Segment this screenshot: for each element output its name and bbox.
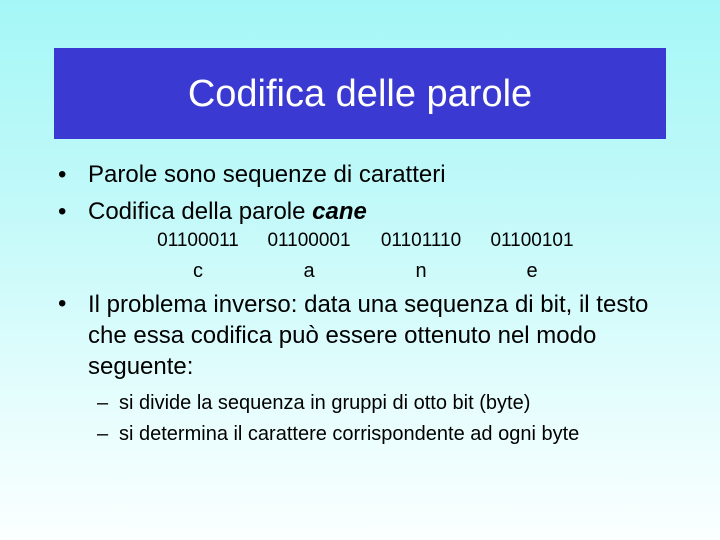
emphasized-word: cane [312,198,367,225]
subbullet-text: si determina il carattere corrispondente ad ogni byte [119,423,580,445]
encoding-column [143,230,253,283]
encoding-table [0,230,720,290]
bullet-text: Il problema inverso: data una sequenza di bit, il testo che essa codifica può essere ottenuto nel modo seguente: [88,291,649,380]
bit-string: 01100001 [267,230,351,251]
character: c [193,260,203,282]
bullet-text [88,197,668,227]
subbullet-item-1 [97,390,657,417]
encoding-column [477,230,587,283]
title-banner [54,48,666,139]
subbullet-text: si divide la sequenza in gruppi di otto bit (byte) [119,392,531,414]
bullet-marker: • [58,198,67,225]
subbullet-marker: – [97,392,109,414]
bit-string: 01100101 [490,230,574,251]
subbullet-item-2 [97,421,657,477]
subbullet-marker: – [97,423,109,445]
bullet-marker: • [58,290,67,317]
slide-title: Codifica delle parole [187,72,533,115]
bullet-text: Parole sono sequenze di caratteri [88,161,446,188]
bit-string: 01100011 [157,230,239,251]
character: e [526,260,538,282]
character: a [303,260,315,282]
bullet-marker: • [58,161,67,188]
bullet-item-3 [58,289,668,385]
bullet-item-1 [58,160,668,190]
bullet-text-prefix: Codifica della parole [88,198,313,225]
encoding-column [366,230,476,283]
bullet-item-2 [58,197,668,227]
character: n [415,260,427,282]
encoding-column [254,230,364,283]
bit-string: 01101110 [380,230,462,251]
